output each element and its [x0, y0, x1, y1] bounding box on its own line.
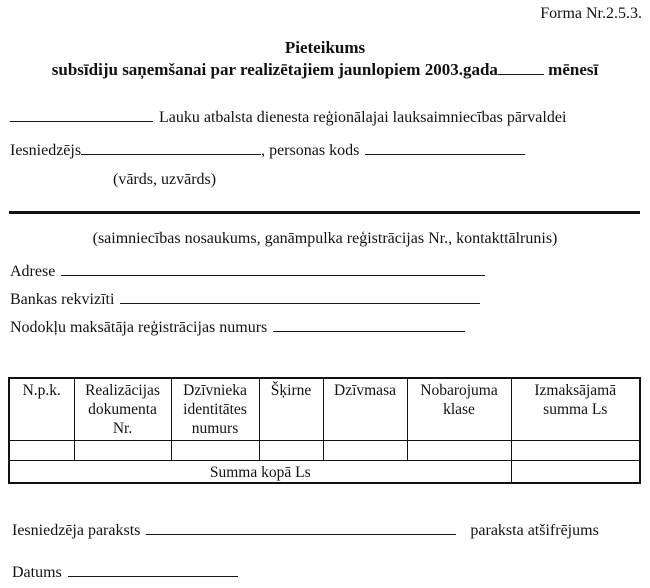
date-blank[interactable]	[68, 561, 238, 577]
recipient-label: Lauku atbalsta dienesta reģionālajai lauksaimniecības pārvaldei	[159, 109, 567, 126]
signature-label: Iesniedzēja paraksts	[12, 522, 141, 539]
form-subtitle-text: subsīdiju saņemšanai par realizētajiem jaunlopiem 2003.gada	[51, 60, 498, 79]
table-empty-cell[interactable]	[171, 440, 259, 460]
personal-code-label: , personas kods	[261, 142, 360, 159]
month-blank[interactable]	[498, 59, 544, 75]
tax-label: Nodokļu maksātāja reģistrācijas numurs	[10, 319, 268, 336]
applicant-line	[10, 139, 525, 160]
regional-office-blank[interactable]	[10, 106, 153, 122]
col-header-payable-sum: Izmaksājamā summa Ls	[511, 378, 640, 440]
col-header-realization-doc: Realizācijas dokumenta Nr.	[74, 378, 171, 440]
address-label: Adrese	[10, 263, 56, 280]
form-subtitle	[0, 59, 650, 80]
table-empty-row	[9, 440, 640, 460]
applicant-label: Iesniedzējs	[10, 142, 82, 159]
farm-hint: (saimniecības nosaukums, ganāmpulka reģistrācijas Nr., kontakttālrunis)	[92, 230, 558, 247]
col-header-npk: N.p.k.	[9, 378, 74, 440]
table-empty-cell[interactable]	[323, 440, 407, 460]
address-blank[interactable]	[61, 260, 485, 276]
form-title: Pieteikums	[284, 38, 366, 57]
form-subtitle-suffix: mēnesī	[548, 60, 599, 79]
col-header-fattening-class: Nobarojuma klase	[407, 378, 511, 440]
table-header-row	[9, 378, 640, 440]
col-header-live-weight: Dzīvmasa	[323, 378, 407, 440]
table-empty-cell[interactable]	[74, 440, 171, 460]
signature-line	[12, 519, 599, 540]
recipient-line	[10, 106, 566, 127]
table-empty-cell[interactable]	[259, 440, 323, 460]
tax-line	[10, 316, 465, 337]
total-value-cell[interactable]	[511, 460, 640, 483]
bank-details-blank[interactable]	[120, 288, 480, 304]
table-empty-cell[interactable]	[407, 440, 511, 460]
bank-line	[10, 288, 480, 309]
table-total-row	[9, 460, 640, 483]
personal-code-blank[interactable]	[365, 139, 525, 155]
name-hint: (vārds, uzvārds)	[113, 171, 217, 188]
total-label-cell: Summa kopā Ls	[9, 460, 511, 483]
col-header-animal-id: Dzīvnieka identitātes numurs	[171, 378, 259, 440]
livestock-table	[8, 377, 641, 484]
tax-number-blank[interactable]	[273, 316, 465, 332]
signature-decode-label: paraksta atšifrējums	[470, 522, 599, 539]
col-header-breed: Šķirne	[259, 378, 323, 440]
form-number: Forma Nr.2.5.3.	[540, 5, 642, 22]
applicant-name-blank[interactable]	[81, 139, 261, 155]
signature-blank[interactable]	[146, 519, 456, 535]
date-label: Datums	[12, 564, 62, 581]
separator-rule	[9, 211, 640, 214]
address-line	[10, 260, 485, 281]
date-line	[12, 561, 238, 582]
bank-label: Bankas rekvizīti	[10, 291, 115, 308]
table-empty-cell[interactable]	[9, 440, 74, 460]
table-empty-cell[interactable]	[511, 440, 640, 460]
